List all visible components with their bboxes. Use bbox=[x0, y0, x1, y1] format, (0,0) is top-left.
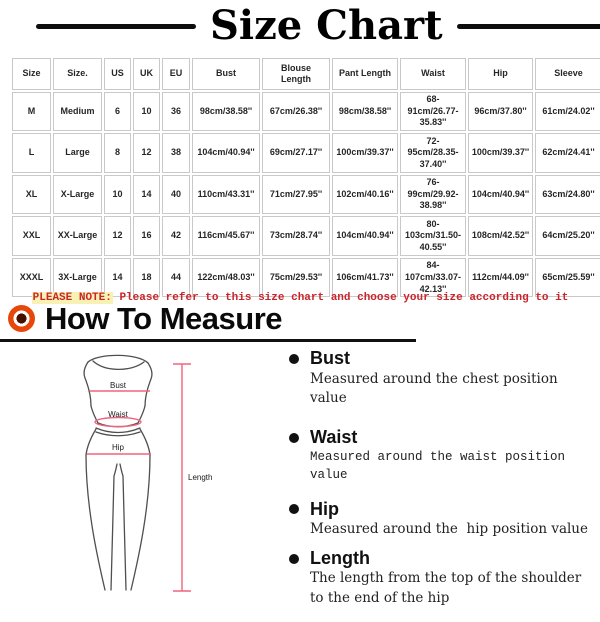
table-cell: 38 bbox=[162, 133, 190, 173]
table-cell: 100cm/39.37'' bbox=[332, 133, 398, 173]
table-cell: 104cm/40.94'' bbox=[332, 216, 398, 256]
col-header-size: Size bbox=[12, 58, 51, 90]
table-cell: 16 bbox=[133, 216, 160, 256]
measure-item-label: Bust bbox=[310, 348, 350, 368]
measure-item-hip bbox=[289, 499, 591, 540]
how-to-measure-title: How To Measure bbox=[45, 301, 283, 336]
bullet-icon bbox=[289, 354, 299, 364]
table-cell: 122cm/48.03'' bbox=[192, 258, 260, 297]
target-icon bbox=[8, 305, 35, 332]
table-row bbox=[12, 92, 600, 131]
bullet-icon bbox=[289, 504, 299, 514]
table-cell: 64cm/25.20'' bbox=[535, 216, 600, 256]
table-cell: 112cm/44.09'' bbox=[468, 258, 533, 297]
table-cell: X-Large bbox=[53, 175, 102, 214]
measure-item-bust bbox=[289, 348, 591, 409]
bullet-icon bbox=[289, 433, 299, 443]
table-cell: 40 bbox=[162, 175, 190, 214]
measure-item-waist bbox=[289, 427, 591, 485]
size-chart-table bbox=[10, 56, 600, 299]
measure-item-description: Measured around the waist position value bbox=[310, 450, 573, 483]
table-cell: L bbox=[12, 133, 51, 173]
table-cell: 75cm/29.53'' bbox=[262, 258, 330, 297]
col-header-pant-length: Pant Length bbox=[332, 58, 398, 90]
col-header-sleeve: Sleeve bbox=[535, 58, 600, 90]
table-cell: 104cm/40.94'' bbox=[192, 133, 260, 173]
table-cell: 72-95cm/28.35-37.40'' bbox=[400, 133, 466, 173]
table-cell: 44 bbox=[162, 258, 190, 297]
table-cell: 63cm/24.80'' bbox=[535, 175, 600, 214]
table-cell: 36 bbox=[162, 92, 190, 131]
table-cell: 100cm/39.37'' bbox=[468, 133, 533, 173]
measure-item-label: Length bbox=[310, 547, 370, 568]
table-cell: 69cm/27.17'' bbox=[262, 133, 330, 173]
page-title-row bbox=[0, 2, 600, 50]
col-header-hip: Hip bbox=[468, 58, 533, 90]
col-header-eu: EU bbox=[162, 58, 190, 90]
how-to-measure-heading bbox=[8, 303, 282, 334]
measure-item-label: Waist bbox=[310, 426, 358, 447]
size-table-head-row bbox=[12, 58, 600, 90]
table-cell: Large bbox=[53, 133, 102, 173]
table-cell: 116cm/45.67'' bbox=[192, 216, 260, 256]
page-title: Size Chart bbox=[210, 2, 443, 49]
col-header-bust: Bust bbox=[192, 58, 260, 90]
diagram-length-label: Length bbox=[188, 473, 213, 482]
table-cell: 84-107cm/33.07-42.13'' bbox=[400, 258, 466, 297]
table-cell: M bbox=[12, 92, 51, 131]
table-row bbox=[12, 133, 600, 173]
size-note-prefix: PLEASE NOTE: bbox=[32, 292, 112, 304]
size-table-body bbox=[12, 92, 600, 297]
table-cell: 67cm/26.38'' bbox=[262, 92, 330, 131]
table-cell: 76-99cm/29.92-38.98'' bbox=[400, 175, 466, 214]
col-header-us: US bbox=[104, 58, 131, 90]
bullet-icon bbox=[289, 554, 299, 564]
table-cell: 65cm/25.59'' bbox=[535, 258, 600, 297]
measure-item-length bbox=[289, 548, 591, 609]
table-cell: 10 bbox=[104, 175, 131, 214]
col-header-size-: Size. bbox=[53, 58, 102, 90]
diagram-waist-label: Waist bbox=[108, 410, 128, 419]
table-cell: 3X-Large bbox=[53, 258, 102, 297]
col-header-waist: Waist bbox=[400, 58, 466, 90]
garment-diagram bbox=[40, 344, 290, 597]
table-cell: 110cm/43.31'' bbox=[192, 175, 260, 214]
table-cell: 73cm/28.74'' bbox=[262, 216, 330, 256]
table-cell: 106cm/41.73'' bbox=[332, 258, 398, 297]
table-cell: 96cm/37.80'' bbox=[468, 92, 533, 131]
measure-lines bbox=[87, 364, 191, 591]
table-cell: 8 bbox=[104, 133, 131, 173]
col-header-uk: UK bbox=[133, 58, 160, 90]
size-note-text: Please refer to this size chart and choose your size according to it bbox=[112, 292, 569, 304]
table-cell: XL bbox=[12, 175, 51, 214]
table-cell: 61cm/24.02'' bbox=[535, 92, 600, 131]
title-decor-line-left bbox=[36, 24, 196, 29]
table-cell: 68-91cm/26.77-35.83'' bbox=[400, 92, 466, 131]
table-cell: XXL bbox=[12, 216, 51, 256]
title-decor-line-right bbox=[457, 24, 600, 29]
table-cell: 10 bbox=[133, 92, 160, 131]
col-header-blouse-length: Blouse Length bbox=[262, 58, 330, 90]
table-cell: 12 bbox=[133, 133, 160, 173]
table-cell: 108cm/42.52'' bbox=[468, 216, 533, 256]
measure-item-description: The length from the top of the shoulder to the end of the hip bbox=[310, 570, 586, 606]
table-cell: 42 bbox=[162, 216, 190, 256]
table-cell: 6 bbox=[104, 92, 131, 131]
table-cell: 104cm/40.94'' bbox=[468, 175, 533, 214]
table-cell: 18 bbox=[133, 258, 160, 297]
table-cell: 62cm/24.41'' bbox=[535, 133, 600, 173]
table-cell: 102cm/40.16'' bbox=[332, 175, 398, 214]
table-cell: XXXL bbox=[12, 258, 51, 297]
table-row bbox=[12, 175, 600, 214]
table-cell: 14 bbox=[104, 258, 131, 297]
table-cell: 14 bbox=[133, 175, 160, 214]
measure-list bbox=[289, 348, 591, 622]
table-cell: Medium bbox=[53, 92, 102, 131]
table-cell: 98cm/38.58'' bbox=[332, 92, 398, 131]
measure-item-description: Measured around the chest position value bbox=[310, 370, 562, 407]
heading-underline bbox=[0, 339, 416, 342]
diagram-hip-label: Hip bbox=[111, 443, 125, 452]
table-cell: XX-Large bbox=[53, 216, 102, 256]
table-cell: 71cm/27.95'' bbox=[262, 175, 330, 214]
table-cell: 98cm/38.58'' bbox=[192, 92, 260, 131]
measure-item-label: Hip bbox=[310, 498, 339, 519]
measure-item-description: Measured around the hip position value bbox=[310, 521, 588, 538]
table-row bbox=[12, 216, 600, 256]
table-cell: 80-103cm/31.50-40.55'' bbox=[400, 216, 466, 256]
diagram-bust-label: Bust bbox=[109, 381, 127, 390]
table-cell: 12 bbox=[104, 216, 131, 256]
